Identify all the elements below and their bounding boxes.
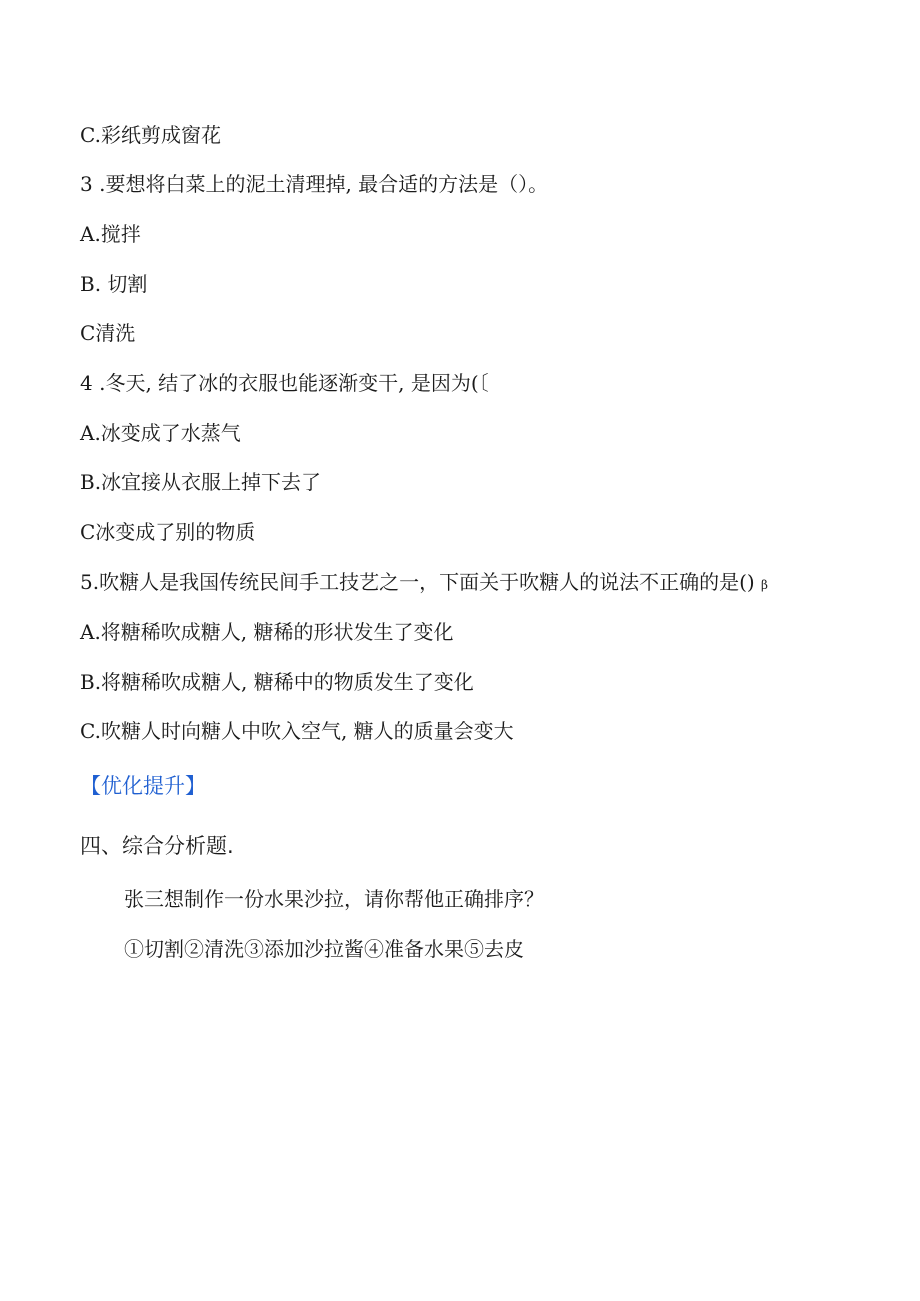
- section-heading: 四、综合分析题.: [80, 834, 234, 858]
- option-c-q2: C.彩纸剪成窗花: [80, 123, 221, 147]
- question-3: 3 .要想将白菜上的泥土清理掉, 最合适的方法是（）。: [80, 172, 549, 196]
- option-c-q3: C清洗: [80, 321, 136, 345]
- option-c-q5: C.吹糖人时向糖人中吹入空气, 糖人的质量会变大: [80, 719, 514, 743]
- question-4: 4 .冬天, 结了冰的衣服也能逐渐变干, 是因为(〔: [80, 371, 489, 395]
- question-5: [80, 568, 768, 599]
- option-b-q3: B. 切割: [80, 272, 148, 296]
- option-a-q5: A.将糖稀吹成糖人, 糖稀的形状发生了变化: [80, 620, 454, 644]
- option-c-q4: C冰变成了别的物质: [80, 520, 256, 544]
- section-tag: 【优化提升】: [80, 774, 206, 798]
- option-a-q4: A.冰变成了水蒸气: [80, 421, 241, 445]
- problem-text: 张三想制作一份水果沙拉，请你帮他正确排序？: [124, 887, 544, 911]
- option-b-q4: B.冰宜接从衣服上掉下去了: [80, 470, 322, 494]
- option-a-q3: A.搅拌: [80, 222, 141, 246]
- option-b-q5: B.将糖稀吹成糖人, 糖稀中的物质发生了变化: [80, 670, 474, 694]
- question-5-tail-mark: β: [761, 578, 768, 592]
- question-5-text: 5.吹糖人是我国传统民间手工技艺之一，下面关于吹糖人的说法不正确的是(): [80, 570, 755, 594]
- steps-text: ①切割②清洗③添加沙拉酱④准备水果⑤去皮: [124, 937, 524, 961]
